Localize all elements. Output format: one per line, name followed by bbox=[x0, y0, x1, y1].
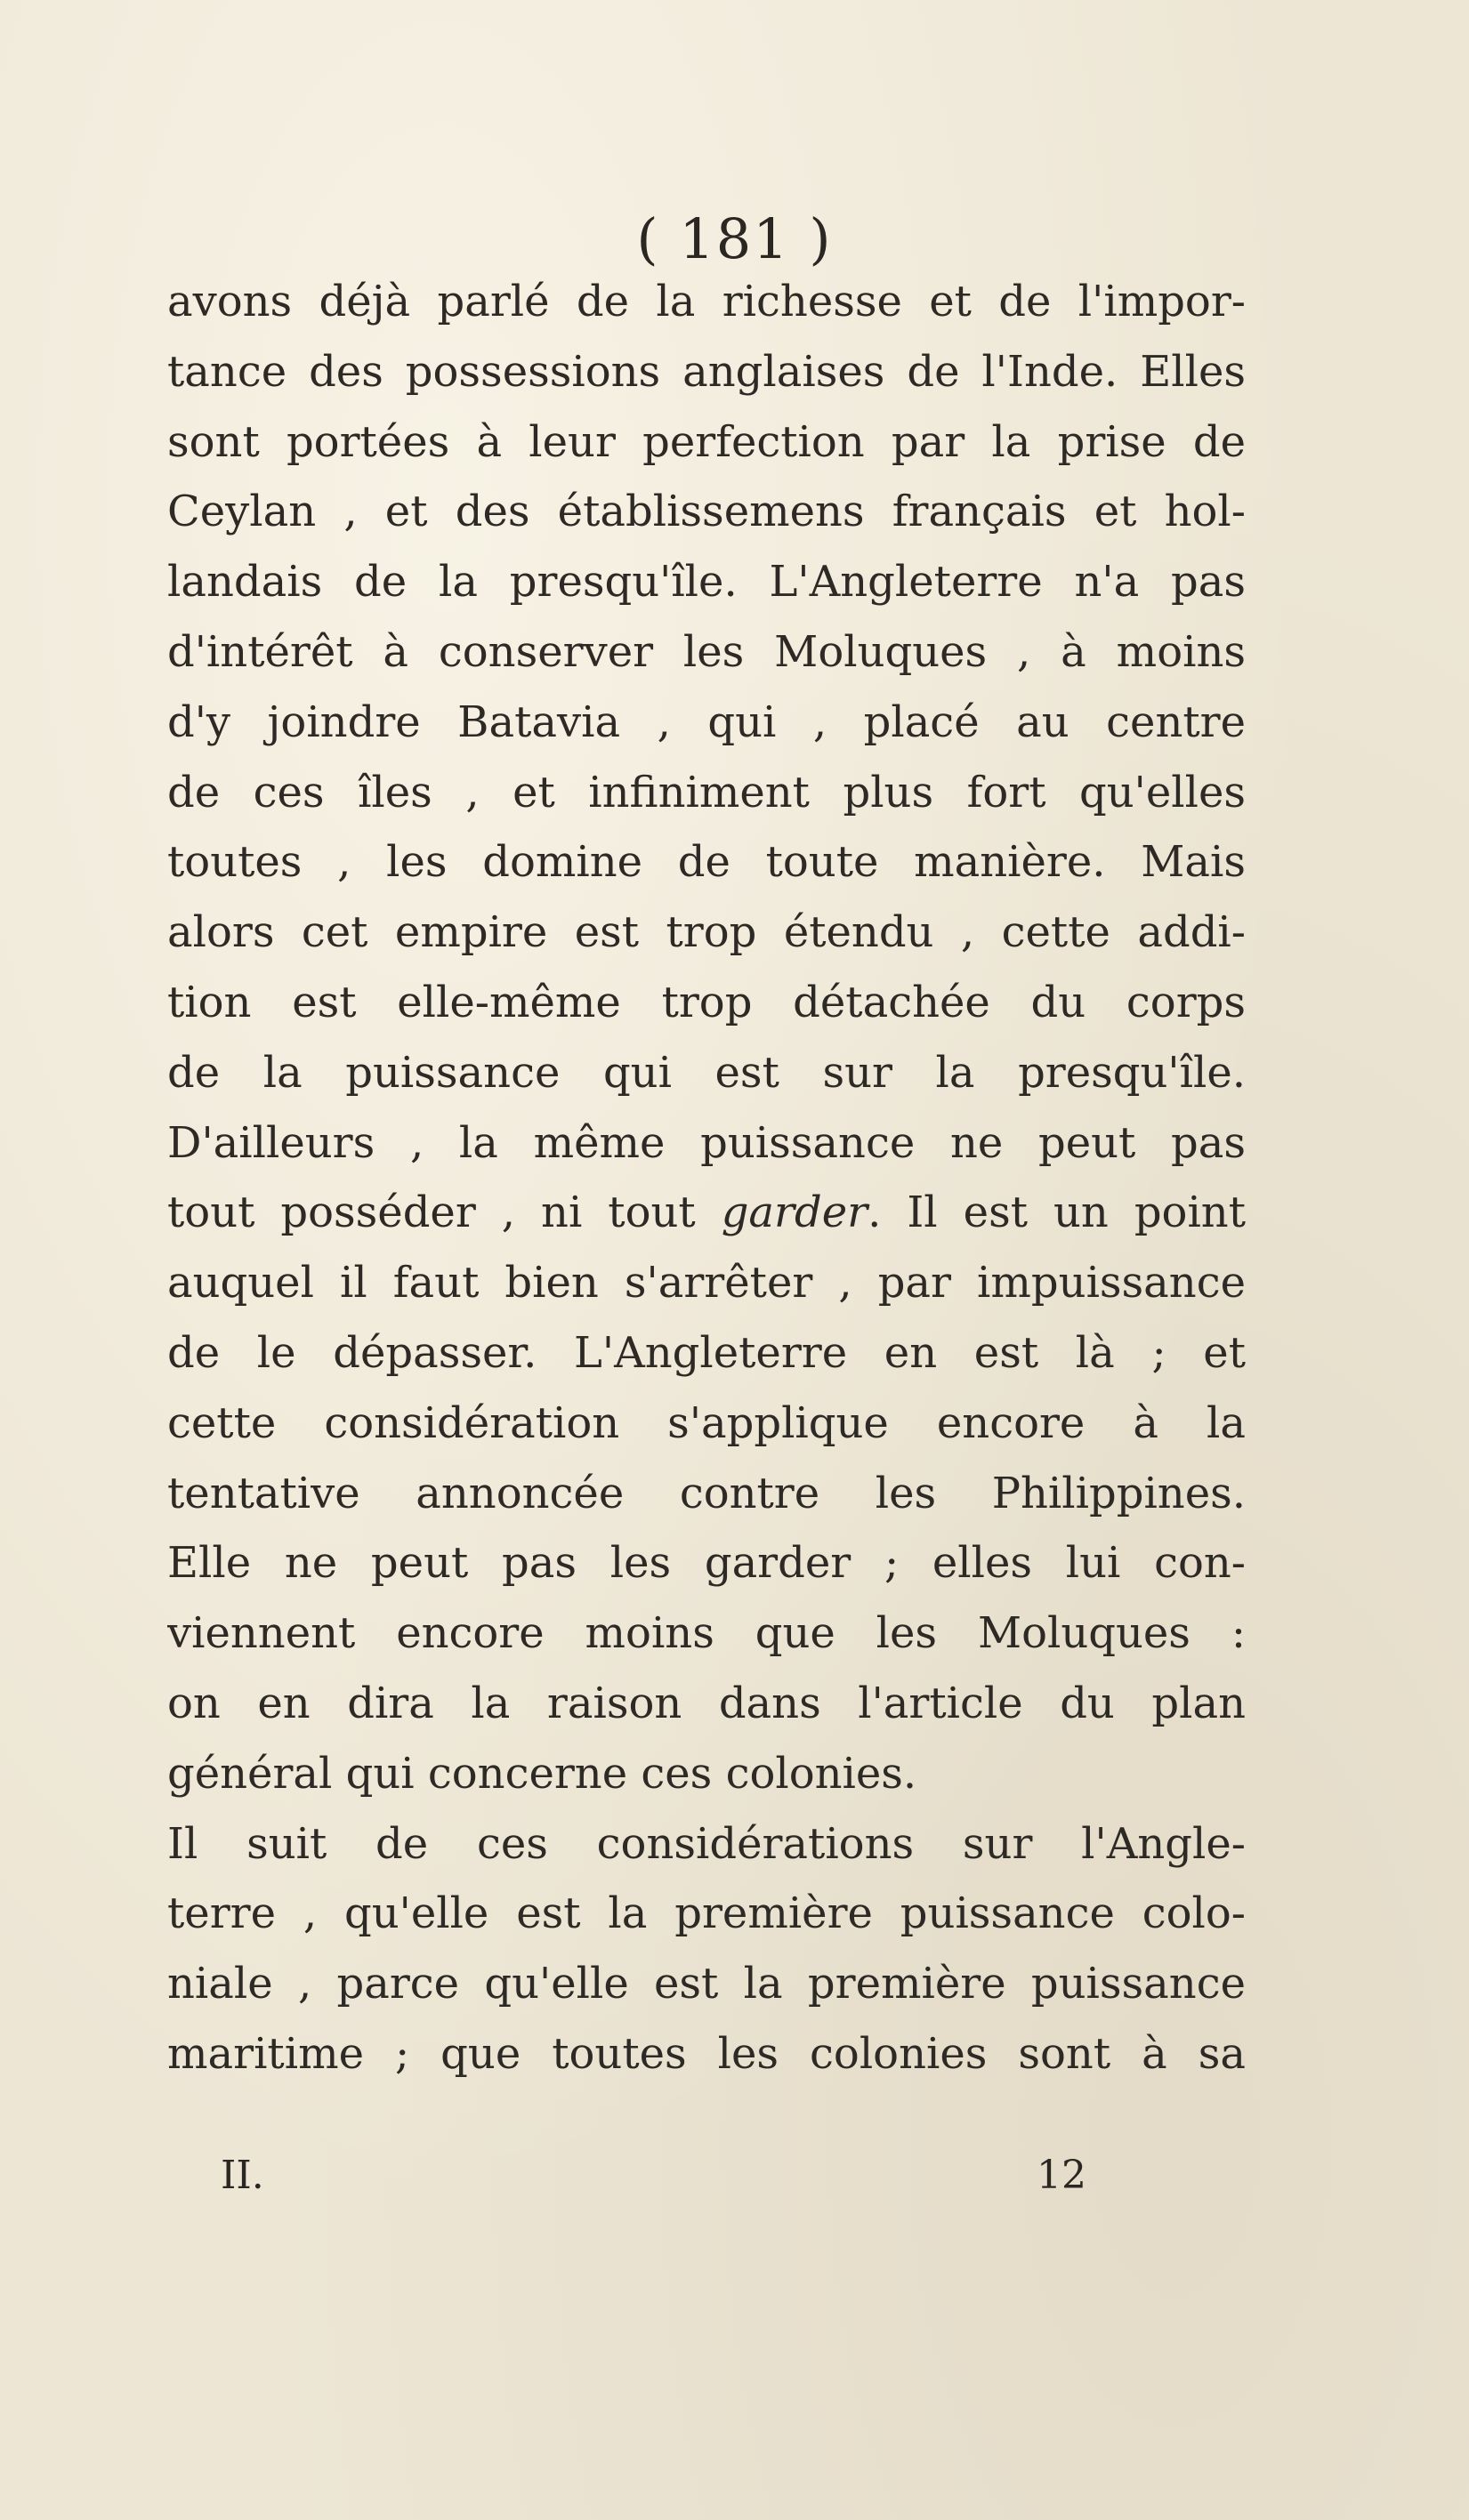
text-line: terre , qu'elle est la première puissance colo- bbox=[167, 1888, 1246, 1939]
text-line: avons déjà parlé de la richesse et de l'impor- bbox=[167, 277, 1246, 326]
text-line: tion est elle-même trop détachée du corps bbox=[167, 977, 1246, 1027]
text-line: Elle ne peut pas les garder ; elles lui con- bbox=[167, 1538, 1246, 1589]
page-footer bbox=[0, 2153, 1469, 2206]
body-text bbox=[167, 267, 1246, 2089]
text-line: D'ailleurs , la même puissance ne peut pas bbox=[167, 1117, 1246, 1168]
text-line: cette considération s'applique encore à la bbox=[167, 1397, 1246, 1448]
text-line: général qui concerne ces colonies. bbox=[167, 1748, 917, 1799]
text-line: auquel il faut bien s'arrêter , par impuissance bbox=[167, 1258, 1246, 1308]
text-line: d'y joindre Batavia , qui , placé au centre bbox=[167, 696, 1246, 747]
text-line: viennent encore moins que les Moluques : bbox=[167, 1608, 1246, 1659]
signature-mark-gathering: 12 bbox=[1037, 2153, 1086, 2198]
text-line: Il suit de ces considérations sur l'Angle- bbox=[167, 1818, 1246, 1869]
text-line: Ceylan , et des établissemens français et hol- bbox=[167, 487, 1246, 537]
text-line: toutes , les domine de toute manière. Mais bbox=[167, 837, 1246, 888]
page-number: ( 181 ) bbox=[636, 206, 833, 271]
text-line: d'intérêt à conserver les Moluques , à moins bbox=[167, 626, 1246, 677]
text-line: de le dépasser. L'Angleterre en est là ; et bbox=[167, 1327, 1246, 1378]
text-line: alors cet empire est trop étendu , cette addi- bbox=[167, 907, 1246, 958]
text-line: tout posséder , ni tout garder. Il est un point bbox=[167, 1188, 1246, 1238]
signature-mark-volume: II. bbox=[221, 2153, 264, 2198]
text-line: maritime ; que toutes les colonies sont à sa bbox=[167, 2028, 1246, 2079]
text-line: niale , parce qu'elle est la première puissance bbox=[167, 1959, 1246, 2009]
text-line: sont portées à leur perfection par la prise de bbox=[167, 416, 1246, 467]
text-line: tentative annoncée contre les Philippines. bbox=[167, 1468, 1246, 1518]
text-line: de ces îles , et infiniment plus fort qu'elles bbox=[167, 767, 1246, 817]
text-line: tance des possessions anglaises de l'Inde. Elles bbox=[167, 346, 1246, 397]
text-line: on en dira la raison dans l'article du plan bbox=[167, 1678, 1246, 1728]
text-line: landais de la presqu'île. L'Angleterre n'a pas bbox=[167, 557, 1246, 608]
text-line: de la puissance qui est sur la presqu'île. bbox=[167, 1047, 1246, 1098]
